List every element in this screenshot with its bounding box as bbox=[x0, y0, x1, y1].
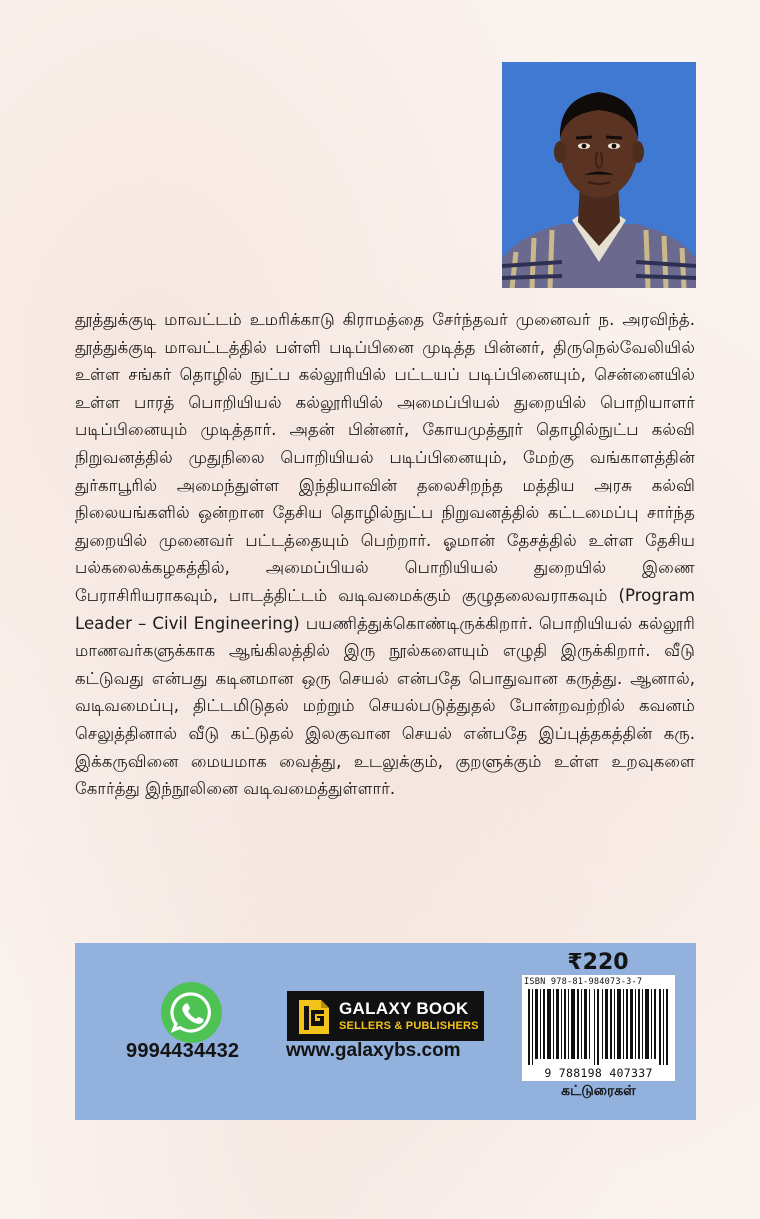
publisher-subtitle: SELLERS & PUBLISHERS bbox=[339, 1020, 479, 1032]
whatsapp-icon bbox=[161, 982, 222, 1043]
isbn-label: ISBN 978-81-984073-3-7 bbox=[524, 977, 643, 987]
isbn-barcode bbox=[522, 975, 675, 1081]
galaxy-book-logo-icon bbox=[291, 994, 335, 1038]
barcode-bars-icon bbox=[528, 989, 669, 1065]
author-bio: தூத்துக்குடி மாவட்டம் உமரிக்காடு கிராமத்தை சேர்ந்தவர் முனைவர் ந. அரவிந்த். தூத்துக்குடி மாவட்டத்தில் பள்ளி படிப்பினை முடித்த பின்னர், திருநெல்வேலியில் உள்ள சங்கர் தொழில் நுட்ப கல்லூரியில் பட்டயப் படிப்பினையும், சென்னையில் உள்ள பாரத் பொறியியல் கல்லூரியில் அமைப்பியல் துறையில் பொறியாளர் படிப்பினையும் முடித்தார். அதன் பின்னர், கோயமுத்தூர் தொழில்நுட்ப கல்வி நிறுவனத்தில் முதுநிலை பொறியியல் படிப்பினையும், மேற்கு வங்காளத்தின் துர்காபூரில் அமைந்துள்ள இந்தியாவின் தலைசிறந்த மத்திய அரசு கல்வி நிலையங்களில் ஒன்றான தேசிய தொழில்நுட்ப நிறுவனத்தில் கட்டமைப்பு சார்ந்த துறையில் முனைவர் பட்டத்தையும் பெற்றார். ஓமான் தேசத்தில் உள்ள தேசிய பல்கலைக்கழகத்தில், அமைப்பியல் பொறியியல் துறையில் இணை பேராசிரியராகவும், பாடத்திட்டம் வடிவமைக்கும் குழுதலைவராகவும் (Program Leader – Civil Engineering) பயணித்துக்கொண்டிருக்கிறார். பொறியியல் கல்லூரி மாணவர்களுக்காக ஆங்கிலத்தில் இரு நூல்களையும் எழுதி இருக்கிறார். வீடு கட்டுவது என்பது கடினமான ஒரு செயல் என்பதே பொதுவான கருத்து. ஆனால், வடிவமைப்பு, திட்டமிடுதல் மற்றும் செயல்படுத்துதல் போன்றவற்றில் கவனம் செலுத்தினால் வீடு கட்டுதல் இலகுவான செயல் என்பதே இப்புத்தகத்தின் கரு. இக்கருவினை மையமாக வைத்து, உடலுக்கும், குறளுக்கும் உள்ள உறவுகளை கோர்த்து இந்நூலினை வடிவமைத்துள்ளார். bbox=[75, 310, 695, 799]
barcode-number: 9 788198 407337 bbox=[544, 1066, 653, 1080]
book-category: கட்டுரைகள் bbox=[561, 1083, 636, 1099]
publisher-website: www.galaxybs.com bbox=[286, 1040, 461, 1061]
book-price: ₹220 bbox=[567, 950, 629, 975]
galaxy-book-logo bbox=[287, 991, 484, 1041]
publisher-name: GALAXY BOOK bbox=[339, 999, 469, 1018]
author-photo bbox=[502, 62, 696, 288]
phone-number: 9994434432 bbox=[126, 1040, 240, 1062]
author-portrait-icon bbox=[502, 62, 696, 288]
